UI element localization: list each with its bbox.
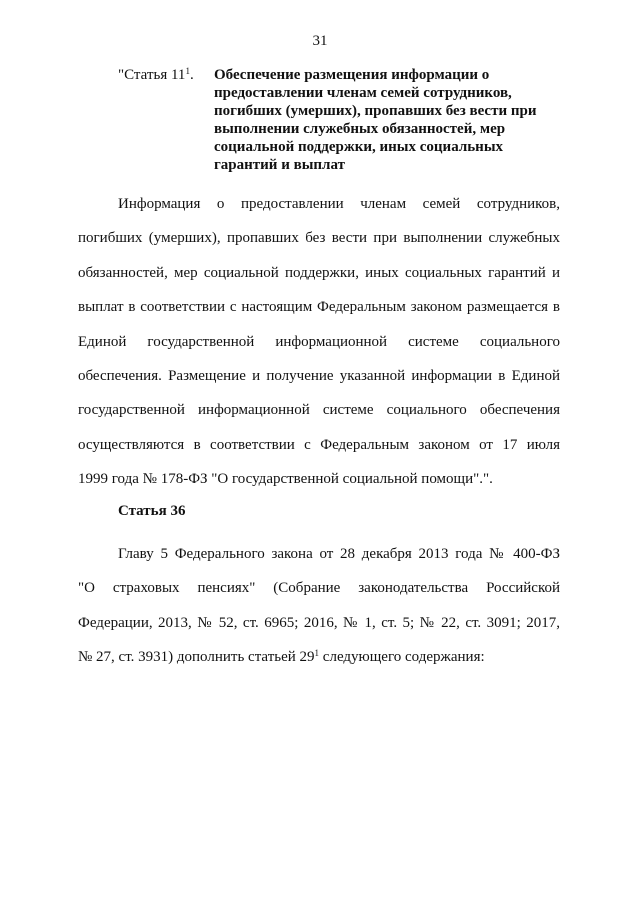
article-label-prefix: "Статья 11 xyxy=(118,67,186,83)
paragraph-line: обеспечения. Размещение и получение указанной информации в Единой xyxy=(78,368,560,385)
article-label-suffix: . xyxy=(189,67,194,83)
page-number: 31 xyxy=(312,33,328,49)
paragraph-line xyxy=(78,640,560,674)
paragraph-line: "О страховых пенсиях" (Собрание законодательства Российской xyxy=(78,580,560,597)
paragraph-line: Главу 5 Федерального закона от 28 декабря 2013 года № 400-ФЗ xyxy=(118,546,560,562)
title-line: социальной поддержки, иных социальных xyxy=(214,139,504,155)
paragraph-line: погибших (умерших), пропавших без вести при выполнении служебных xyxy=(78,230,560,247)
paragraph-line: государственной информационной системе социального обеспечения xyxy=(78,402,560,419)
title-line: погибших (умерших), пропавших без вести при xyxy=(214,103,537,119)
article-11-1-paragraph xyxy=(78,187,560,497)
last-line-prefix: № 27, ст. 3931) дополнить статьей 29 xyxy=(78,649,315,666)
paragraph-line: Федерации, 2013, № 52, ст. 6965; 2016, № 1, ст. 5; № 22, ст. 3091; 2017, xyxy=(78,614,560,631)
paragraph-line: выплат в соответствии с настоящим Федеральным законом размещается в xyxy=(78,299,560,316)
paragraph-line: Единой государственной информационной системе социального xyxy=(78,333,560,350)
article-11-1-title xyxy=(214,66,544,174)
paragraph-line: осуществляются в соответствии с Федеральным законом от 17 июля xyxy=(78,436,560,453)
last-line-superscript: 1 xyxy=(314,648,320,659)
article-36-heading: Статья 36 xyxy=(118,503,186,519)
paragraph-line: Информация о предоставлении членам семей сотрудников, xyxy=(118,196,560,212)
title-line: предоставлении членам семей сотрудников, xyxy=(214,85,512,101)
article-11-1-label xyxy=(118,66,214,84)
last-line-suffix: следующего содержания: xyxy=(319,649,485,666)
title-line: выполнении служебных обязанностей, мер xyxy=(214,121,506,137)
paragraph-line: 1999 года № 178-ФЗ "О государственной социальной помощи".". xyxy=(78,471,493,488)
article-11-1-heading xyxy=(118,66,558,174)
title-line: Обеспечение размещения информации о xyxy=(214,67,490,83)
article-36-paragraph xyxy=(78,537,560,675)
article-label-superscript: 1 xyxy=(185,66,190,76)
title-line: гарантий и выплат xyxy=(214,157,345,173)
paragraph-line: обязанностей, мер социальной поддержки, иных социальных гарантий и xyxy=(78,264,560,281)
